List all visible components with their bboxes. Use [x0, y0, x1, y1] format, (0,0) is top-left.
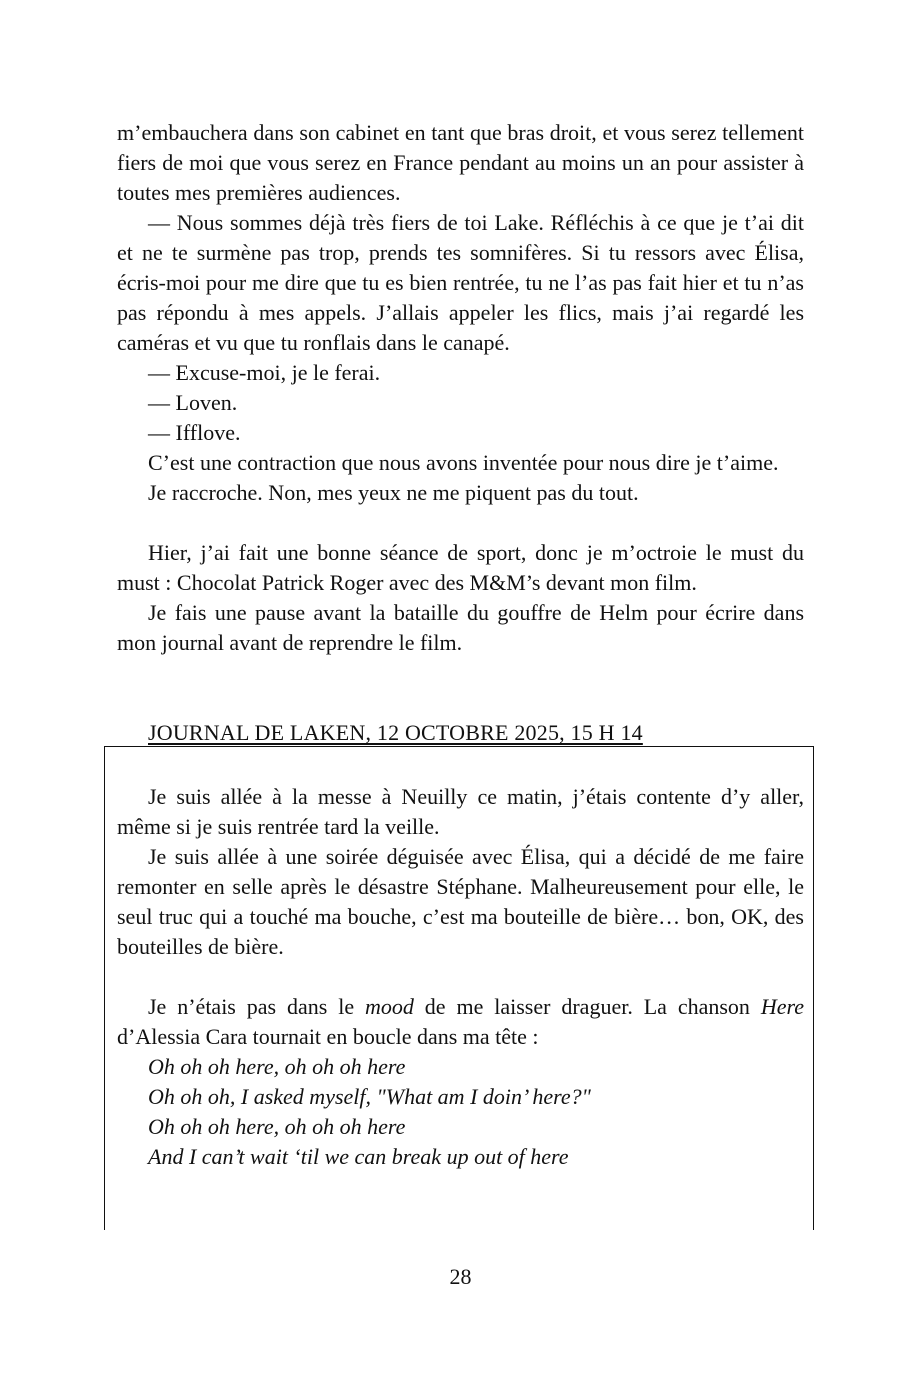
page-number: 28	[449, 1264, 472, 1289]
journal-heading: JOURNAL DE LAKEN, 12 OCTOBRE 2025, 15 H 14	[148, 720, 643, 745]
paragraph: Je raccroche. Non, mes yeux ne me piquent pas du tout.	[148, 480, 639, 505]
journal-entry	[117, 782, 804, 1172]
italic-word: mood	[365, 994, 414, 1019]
paragraph: Je fais une pause avant la bataille du gouffre de Helm pour écrire dans mon journal avant de reprendre le film.	[117, 600, 804, 655]
paragraph: C’est une contraction que nous avons inventée pour nous dire je t’aime.	[148, 450, 779, 475]
dialogue-line: — Ifflove.	[148, 420, 241, 445]
paragraph: Je suis allée à la messe à Neuilly ce matin, j’étais contente d’y aller, même si je suis rentrée tard la veille.	[117, 784, 804, 839]
paragraph: Hier, j’ai fait une bonne séance de sport, donc je m’octroie le must du must : Chocolat Patrick Roger avec des M&M’s devant mon film.	[117, 540, 804, 595]
lyric-line: Oh oh oh here, oh oh oh here	[148, 1054, 406, 1079]
paragraph: Je suis allée à une soirée déguisée avec Élisa, qui a décidé de me faire remonter en selle après le désastre Stéphane. Malheureusement pour elle, le seul truc qui a touché ma bouche, c’est ma bouteille de bière… bon, OK, des bouteilles de bière.	[117, 844, 804, 959]
dialogue-line: — Loven.	[148, 390, 238, 415]
paragraph: m’embauchera dans son cabinet en tant que bras droit, et vous serez tellement fiers de moi que vous serez en France pendant au moins un an pour assister à toutes mes premières audiences.	[117, 120, 804, 205]
dialogue-line: — Excuse-moi, je le ferai.	[148, 360, 381, 385]
paragraph: — Nous sommes déjà très fiers de toi Lake. Réfléchis à ce que je t’ai dit et ne te surmène pas trop, prends tes somnifères. Si tu ressors avec Élisa, écris-moi pour me dire que tu es bien rentrée, tu ne l’as pas fait hier et tu n’as pas répondu à mes appels. J’allais appeler les flics, mais j’ai regardé les caméras et vu que tu ronflais dans le canapé.	[117, 210, 804, 355]
lyric-line: Oh oh oh here, oh oh oh here	[148, 1114, 406, 1139]
paragraph	[117, 992, 804, 1052]
text-span: Je n’étais pas dans le	[148, 994, 366, 1019]
song-title: Here	[760, 994, 805, 1019]
text-span: de me laisser draguer. La chanson	[413, 994, 761, 1019]
text-span: d’Alessia Cara tournait en boucle dans ma tête :	[117, 1024, 539, 1049]
lyric-line: And I can’t wait ‘til we can break up out of here	[148, 1144, 569, 1169]
lyric-line: Oh oh oh, I asked myself, "What am I doin’ here?"	[148, 1084, 591, 1109]
narrative-section	[117, 118, 804, 658]
